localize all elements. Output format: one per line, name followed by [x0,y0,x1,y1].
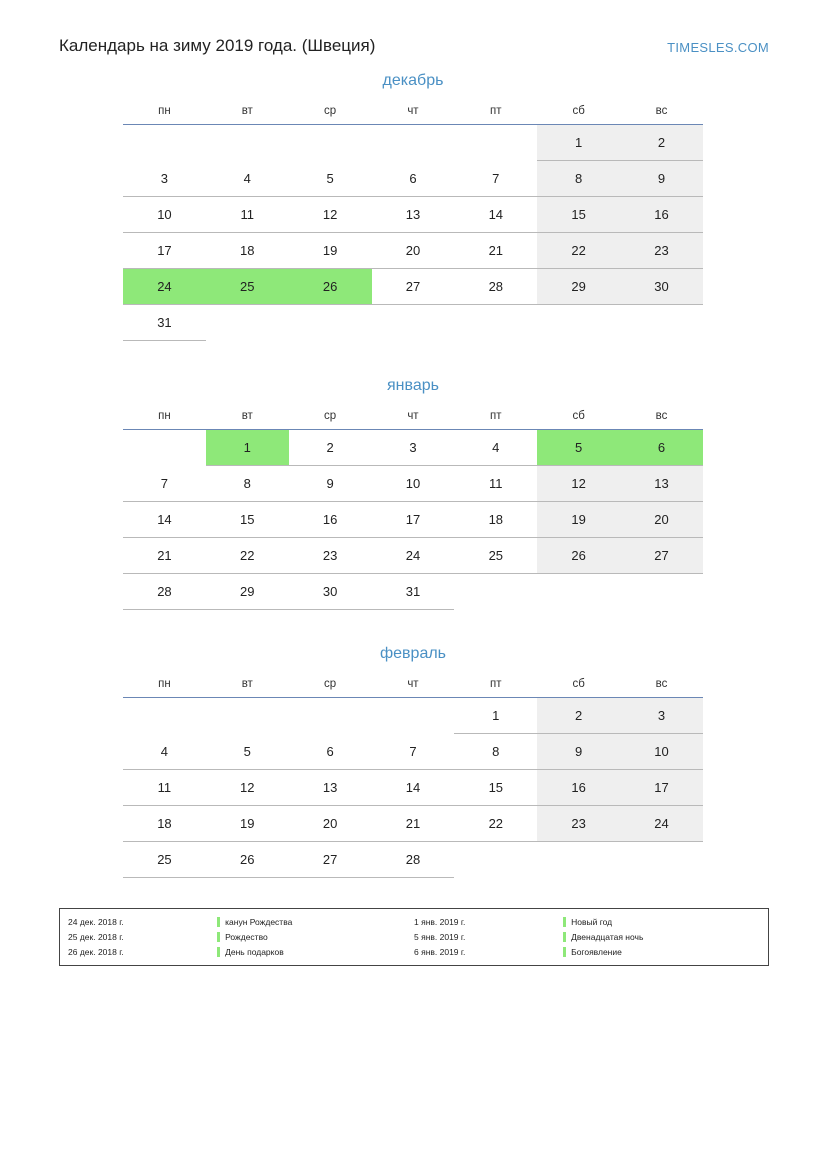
day-cell[interactable]: 11 [454,466,537,502]
day-cell[interactable]: 6 [372,161,455,197]
month-title: февраль [379,645,447,662]
page-title: Календарь на зиму 2019 года. (Швеция) [59,36,376,55]
day-cell[interactable]: 22 [537,233,620,269]
week-row [123,197,703,233]
day-cell[interactable]: 7 [123,466,206,502]
day-cell[interactable]: 14 [372,770,455,806]
month-body [123,125,703,341]
weekday-чт: чт [372,409,455,430]
empty-cell [372,305,455,341]
page-header [0,18,827,58]
day-cell[interactable]: 26 [206,842,289,878]
weekday-сб: сб [537,409,620,430]
week-row [123,806,703,842]
day-cell[interactable]: 17 [620,770,703,806]
day-cell[interactable]: 4 [454,430,537,466]
empty-cell [454,125,537,161]
day-cell[interactable]: 18 [123,806,206,842]
weekday-пн: пн [123,677,206,698]
weekday-вс: вс [620,104,703,125]
week-row [123,842,703,878]
holiday-color-swatch [563,947,566,957]
day-cell[interactable]: 5 [206,734,289,770]
day-cell[interactable]: 18 [454,502,537,538]
day-cell[interactable]: 9 [620,161,703,197]
holiday-color-swatch [563,932,566,942]
week-row [123,233,703,269]
empty-cell [206,305,289,341]
empty-cell [372,698,455,734]
empty-cell [537,574,620,610]
day-cell[interactable]: 1 [454,698,537,734]
empty-cell [289,125,372,161]
weekday-пт: пт [454,104,537,125]
day-cell[interactable]: 28 [123,574,206,610]
legend-date: 25 дек. 2018 г. [68,931,124,942]
legend-date: 5 янв. 2019 г. [414,931,466,942]
empty-cell [123,430,206,466]
legend-holiday-name: Рождество [225,931,268,942]
month-grid [123,409,703,610]
day-cell[interactable]: 10 [372,466,455,502]
weekday-пн: пн [123,104,206,125]
day-cell[interactable]: 19 [206,806,289,842]
empty-cell [620,842,703,878]
weekday-header-row [123,104,703,125]
weekday-header-row [123,677,703,698]
legend-date: 1 янв. 2019 г. [414,916,466,927]
weekday-ср: ср [289,677,372,698]
month-body [123,430,703,610]
day-cell-holiday[interactable]: 6 [620,430,703,466]
day-cell[interactable]: 27 [620,538,703,574]
empty-cell [454,574,537,610]
empty-cell [620,574,703,610]
day-cell[interactable]: 15 [206,502,289,538]
day-cell[interactable]: 24 [620,806,703,842]
day-cell[interactable]: 12 [537,466,620,502]
weekday-пт: пт [454,409,537,430]
day-cell[interactable]: 28 [454,269,537,305]
empty-cell [454,305,537,341]
weekday-сб: сб [537,104,620,125]
weekday-header-row [123,409,703,430]
day-cell[interactable]: 4 [123,734,206,770]
week-row [123,430,703,466]
day-cell[interactable]: 17 [372,502,455,538]
legend-date: 24 дек. 2018 г. [68,916,124,927]
day-cell[interactable]: 5 [289,161,372,197]
weekday-ср: ср [289,104,372,125]
week-row [123,161,703,197]
day-cell[interactable]: 19 [537,502,620,538]
week-row [123,305,703,341]
weekday-сб: сб [537,677,620,698]
weekday-вт: вт [206,409,289,430]
day-cell[interactable]: 29 [206,574,289,610]
month-block-february [123,645,703,878]
month-body [123,698,703,878]
day-cell[interactable]: 15 [454,770,537,806]
day-cell[interactable]: 9 [537,734,620,770]
day-cell[interactable]: 7 [372,734,455,770]
empty-cell [537,842,620,878]
week-row [123,734,703,770]
day-cell[interactable]: 8 [454,734,537,770]
empty-cell [372,125,455,161]
day-cell[interactable]: 25 [123,842,206,878]
month-grid [123,104,703,341]
week-row [123,269,703,305]
day-cell-holiday[interactable]: 25 [206,269,289,305]
legend-holiday-name: День подарков [225,946,284,957]
day-cell[interactable]: 3 [123,161,206,197]
day-cell[interactable]: 1 [537,125,620,161]
day-cell[interactable]: 3 [372,430,455,466]
week-row [123,125,703,161]
empty-cell [289,305,372,341]
legend-date: 6 янв. 2019 г. [414,946,466,957]
day-cell[interactable]: 20 [289,806,372,842]
day-cell[interactable]: 23 [537,806,620,842]
empty-cell [537,305,620,341]
month-title: январь [387,377,439,394]
holiday-color-swatch [563,917,566,927]
week-row [123,574,703,610]
day-cell[interactable]: 15 [537,197,620,233]
empty-cell [123,125,206,161]
day-cell[interactable]: 21 [123,538,206,574]
weekday-пн: пн [123,409,206,430]
day-cell[interactable]: 25 [454,538,537,574]
legend-holiday-name: Двенадцатая ночь [571,931,644,942]
day-cell-holiday[interactable]: 24 [123,269,206,305]
day-cell[interactable]: 31 [372,574,455,610]
empty-cell [206,698,289,734]
day-cell[interactable]: 30 [289,574,372,610]
day-cell[interactable]: 16 [620,197,703,233]
day-cell[interactable]: 14 [454,197,537,233]
day-cell[interactable]: 26 [537,538,620,574]
month-block-december [123,72,703,341]
day-cell[interactable]: 8 [537,161,620,197]
weekday-пт: пт [454,677,537,698]
empty-cell [620,305,703,341]
day-cell-holiday[interactable]: 26 [289,269,372,305]
day-cell[interactable]: 17 [123,233,206,269]
day-cell[interactable]: 3 [620,698,703,734]
day-cell[interactable]: 28 [372,842,455,878]
legend-box [59,908,769,966]
legend-date: 26 дек. 2018 г. [68,946,124,957]
day-cell[interactable]: 20 [620,502,703,538]
legend-row [68,930,760,943]
day-cell-holiday[interactable]: 1 [206,430,289,466]
day-cell[interactable]: 21 [454,233,537,269]
legend-holiday-name: Новый год [571,916,613,927]
empty-cell [454,842,537,878]
day-cell[interactable]: 2 [537,698,620,734]
day-cell[interactable]: 9 [289,466,372,502]
day-cell[interactable]: 4 [206,161,289,197]
weekday-чт: чт [372,677,455,698]
legend-holiday-name: Богоявление [571,946,622,957]
day-cell[interactable]: 30 [620,269,703,305]
legend-row [68,945,760,958]
day-cell[interactable]: 27 [372,269,455,305]
day-cell[interactable]: 23 [620,233,703,269]
day-cell[interactable]: 10 [123,197,206,233]
day-cell[interactable]: 7 [454,161,537,197]
day-cell[interactable]: 11 [206,197,289,233]
day-cell[interactable]: 22 [454,806,537,842]
day-cell[interactable]: 2 [289,430,372,466]
day-cell[interactable]: 13 [289,770,372,806]
day-cell[interactable]: 27 [289,842,372,878]
empty-cell [123,698,206,734]
day-cell[interactable]: 22 [206,538,289,574]
day-cell[interactable]: 23 [289,538,372,574]
legend-holiday-name: канун Рождества [225,916,293,927]
weekday-вс: вс [620,677,703,698]
holiday-color-swatch [217,917,220,927]
day-cell[interactable]: 2 [620,125,703,161]
day-cell[interactable]: 16 [289,502,372,538]
week-row [123,538,703,574]
day-cell[interactable]: 29 [537,269,620,305]
day-cell[interactable]: 18 [206,233,289,269]
day-cell[interactable]: 24 [372,538,455,574]
day-cell[interactable]: 8 [206,466,289,502]
day-cell[interactable]: 12 [289,197,372,233]
empty-cell [289,698,372,734]
month-title: декабрь [382,72,444,89]
month-block-january [123,377,703,610]
day-cell[interactable]: 31 [123,305,206,341]
day-cell[interactable]: 13 [372,197,455,233]
legend-row [68,915,760,928]
day-cell[interactable]: 21 [372,806,455,842]
day-cell[interactable]: 20 [372,233,455,269]
week-row [123,466,703,502]
weekday-чт: чт [372,104,455,125]
day-cell[interactable]: 19 [289,233,372,269]
day-cell[interactable]: 11 [123,770,206,806]
day-cell[interactable]: 10 [620,734,703,770]
weekday-вт: вт [206,677,289,698]
holiday-color-swatch [217,947,220,957]
day-cell[interactable]: 13 [620,466,703,502]
week-row [123,770,703,806]
day-cell[interactable]: 14 [123,502,206,538]
weekday-вт: вт [206,104,289,125]
weekday-ср: ср [289,409,372,430]
day-cell[interactable]: 12 [206,770,289,806]
day-cell-holiday[interactable]: 5 [537,430,620,466]
weekday-вс: вс [620,409,703,430]
brand-logo[interactable]: TIMESLES.COM [667,40,769,55]
empty-cell [206,125,289,161]
week-row [123,698,703,734]
day-cell[interactable]: 16 [537,770,620,806]
holiday-color-swatch [217,932,220,942]
month-grid [123,677,703,878]
week-row [123,502,703,538]
day-cell[interactable]: 6 [289,734,372,770]
